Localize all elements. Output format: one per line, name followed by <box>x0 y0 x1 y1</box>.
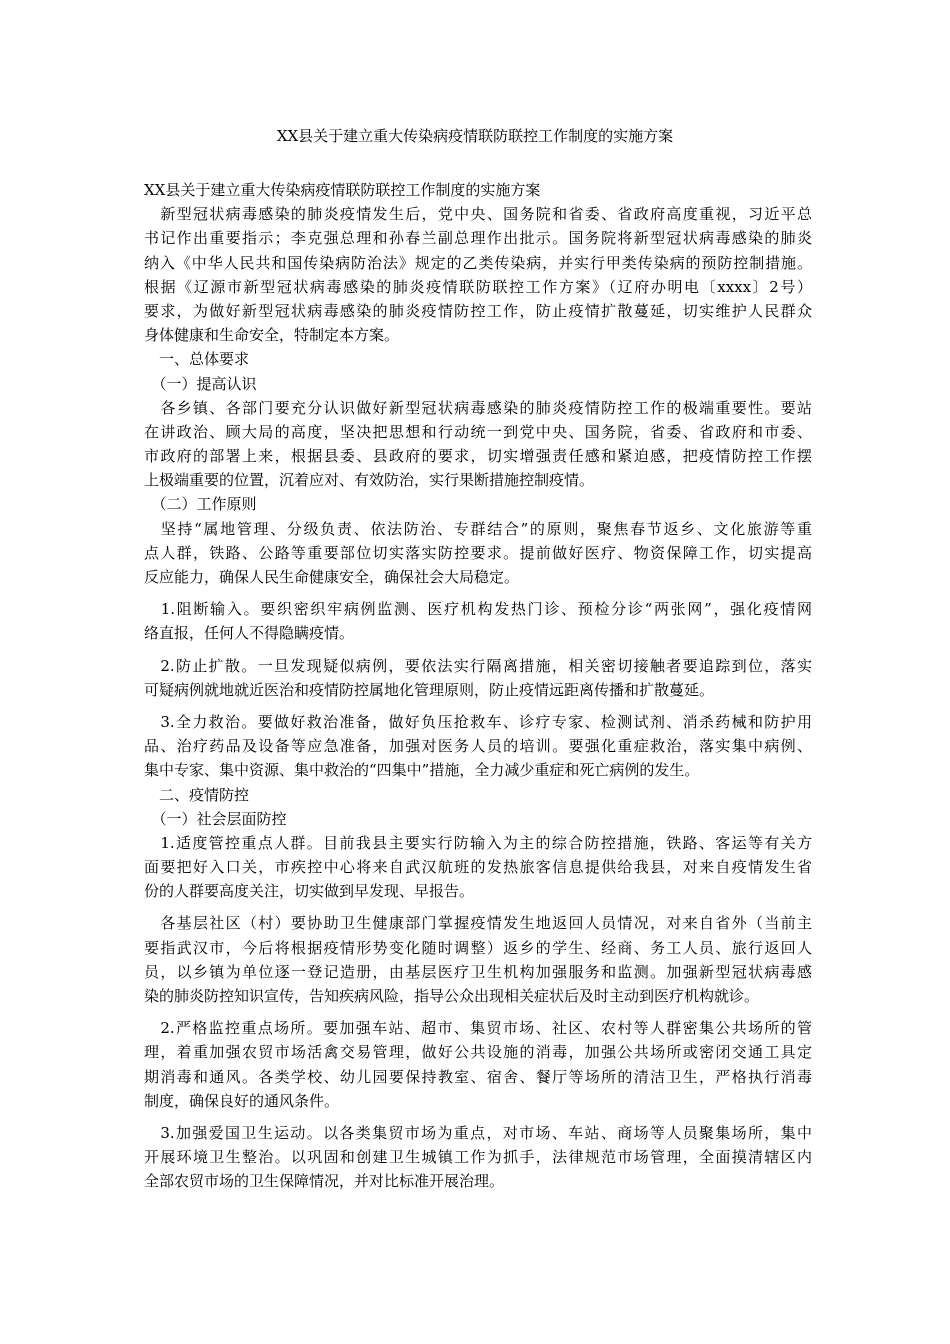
text-line: 份的人群要高度关注，切实做到早发现、早报告。 <box>144 882 475 901</box>
text-line: 反应能力，确保人民生命健康安全，确保社会大局稳定。 <box>144 568 520 586</box>
text-line: 2.防止扩散。一旦发现疑似病例，要依法实行隔离措施，相关密切接触者要追踪到位，落实 <box>144 656 812 675</box>
text-line: 1.阻断输入。要织密织牢病例监测、医疗机构发热门诊、预检分诊“两张网”，强化疫情网 <box>144 600 812 619</box>
text-line: 市政府的部署上来，根据县委、县政府的要求，切实增强责任感和紧迫感，把疫情防控工作摆 <box>144 447 812 466</box>
text-line: 上极端重要的位置，沉着应对、有效防治，实行果断措施控制疫情。 <box>144 471 595 490</box>
paragraph-gap <box>144 1113 812 1121</box>
text-line: 根据《辽源市新型冠状病毒感染的肺炎疫情联防联控工作方案》（辽府办明电〔xxxx〕2号） <box>144 277 812 296</box>
text-line: （二）工作原则 <box>144 495 257 514</box>
text-line: 各乡镇、各部门要充分认识做好新型冠状病毒感染的肺炎疫情防控工作的极端重要性。要站 <box>144 398 812 417</box>
text-line: 坚持“属地管理、分级负责、依法防治、专群结合”的原则，聚焦春节返乡、文化旅游等重 <box>144 519 812 538</box>
text-line: 3.加强爱国卫生运动。以各类集贸市场为重点，对市场、车站、商场等人员聚集场所，集中 <box>144 1123 812 1142</box>
text-line: 要求，为做好新型冠状病毒感染的肺炎疫情防控工作，防止疫情扩散蔓延，切实维护人民群众 <box>144 301 812 320</box>
paragraph-gap <box>144 1008 812 1016</box>
text-line: 1.适度管控重点人群。目前我县主要实行防输入为主的综合防控措施，铁路、客运等有关方 <box>144 833 812 852</box>
text-line: 开展环境卫生整治。以巩固和创建卫生城镇工作为抓手，法律规范市场管理，全面摸清辖区内 <box>144 1148 812 1167</box>
text-line: 一、总体要求 <box>144 350 250 369</box>
text-line: 点人群，铁路、公路等重要部位切实落实防控要求。提前做好医疗、物资保障工作，切实提高 <box>144 543 812 562</box>
text-line: 各基层社区（村）要协助卫生健康部门掌握疫情发生地返回人员情况，对来自省外（当前主 <box>144 914 812 933</box>
text-line: 理，着重加强农贸市场活禽交易管理，做好公共设施的消毒，加强公共场所或密闭交通工具定 <box>144 1043 812 1062</box>
text-line: 书记作出重要指示；李克强总理和孙春兰副总理作出批示。国务院将新型冠状病毒感染的肺炎 <box>144 229 812 248</box>
text-line: 二、疫情防控 <box>144 785 250 804</box>
paragraph-gap <box>144 702 812 710</box>
text-line: 纳入《中华人民共和国传染病防治法》规定的乙类传染病，并实行甲类传染病的预防控制措施。 <box>144 253 812 272</box>
text-line: 身体健康和生命安全，特制定本方案。 <box>144 326 400 345</box>
text-line: 面要把好入口关，市疾控中心将来自武汉航班的发热旅客信息提供给我县，对来自疫情发生省 <box>144 858 812 877</box>
text-line: 期消毒和通风。各类学校、幼儿园要保持教室、宿舍、餐厅等场所的清洁卫生，严格执行消毒 <box>144 1067 812 1086</box>
text-line: 制度，确保良好的通风条件。 <box>144 1091 340 1110</box>
document-body <box>144 178 812 1194</box>
text-line: 络直报，任何人不得隐瞒疫情。 <box>144 624 355 643</box>
text-line: 集中专家、集中资源、集中救治的“四集中”措施，全力减少重症和死亡病例的发生。 <box>144 761 700 780</box>
text-line: XX县关于建立重大传染病疫情联防联控工作制度的实施方案 <box>144 181 541 199</box>
text-line: 全部农贸市场的卫生保障情况，并对比标准开展治理。 <box>144 1172 505 1191</box>
text-line: 在讲政治、顾大局的高度，坚决把思想和行动统一到党中央、国务院，省委、省政府和市委、 <box>144 422 812 441</box>
text-line: 品、治疗药品及设备等应急准备，加强对医务人员的培训。要强化重症救治，落实集中病例、 <box>144 737 812 756</box>
text-line: 要指武汉市，今后将根据疫情形势变化随时调整）返乡的学生、经商、务工人员、旅行返回人 <box>144 938 812 957</box>
text-line: 2.严格监控重点场所。要加强车站、超市、集贸市场、社区、农村等人群密集公共场所的管 <box>144 1019 812 1038</box>
document-title: XX县关于建立重大传染病疫情联防联控工作制度的实施方案 <box>276 127 674 145</box>
text-line: 新型冠状病毒感染的肺炎疫情发生后，党中央、国务院和省委、省政府高度重视，习近平总 <box>144 205 812 224</box>
paragraph-gap <box>144 646 812 654</box>
text-line: 员，以乡镇为单位逐一登记造册，由基层医疗卫生机构加强服务和监测。加强新型冠状病毒感 <box>144 962 812 981</box>
text-line: 染的肺炎防控知识宣传，告知疾病风险，指导公众出现相关症状后及时主动到医疗机构就诊。 <box>144 987 760 1005</box>
text-line: 可疑病例就地就近医治和疫情防控属地化管理原则，防止疫情远距离传播和扩散蔓延。 <box>144 680 715 699</box>
text-line: （一）提高认识 <box>144 374 257 393</box>
paragraph-gap <box>144 589 812 597</box>
text-line: 3.全力救治。要做好救治准备，做好负压抢救车、诊疗专家、检测试剂、消杀药械和防护用 <box>144 712 812 731</box>
paragraph-gap <box>144 903 812 911</box>
text-line: （一）社会层面防控 <box>144 809 287 828</box>
